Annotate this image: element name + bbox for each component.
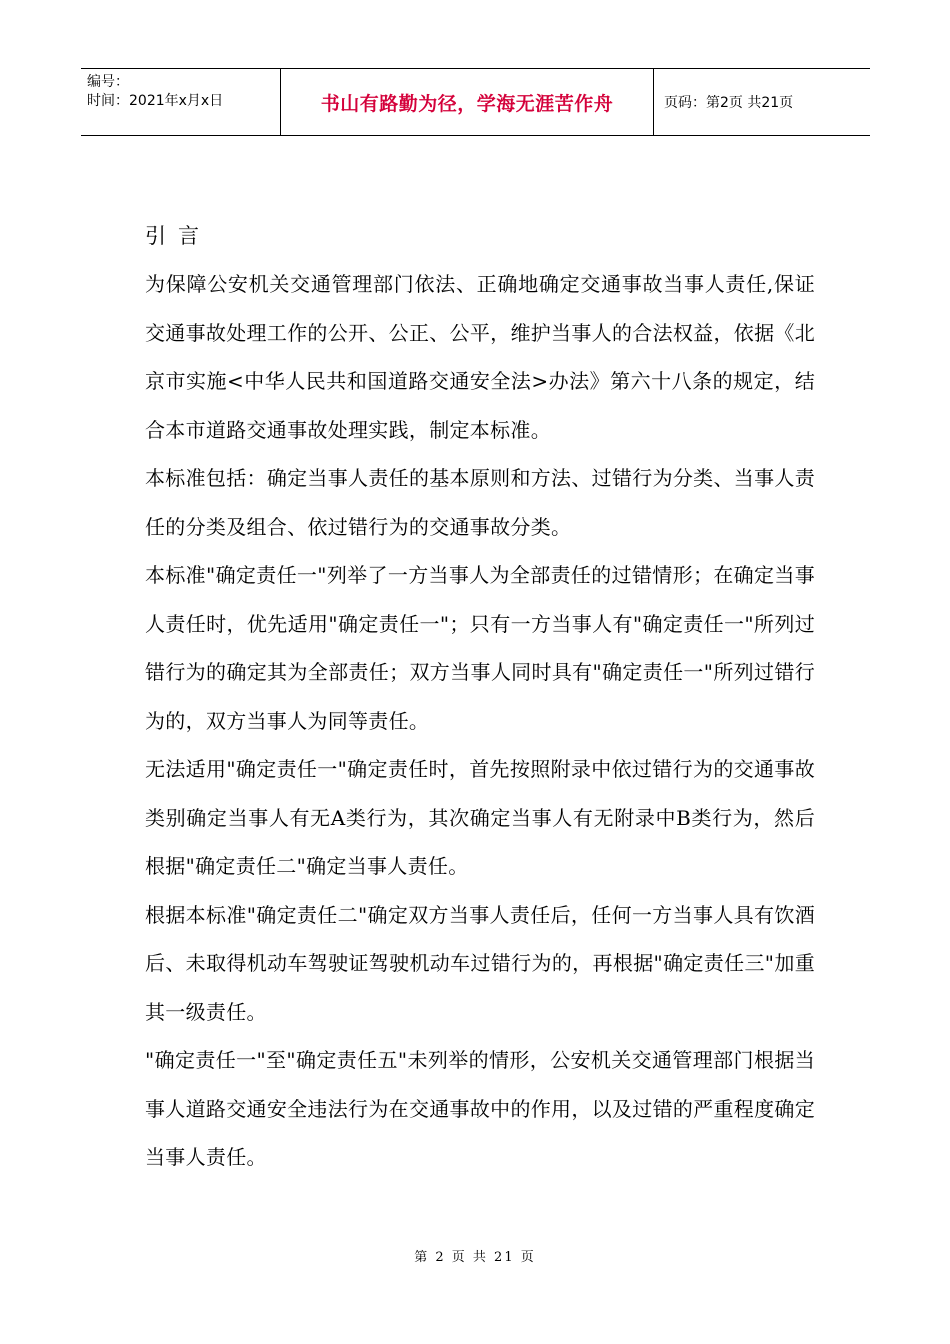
document-date: 时间：2021年x月x日 <box>87 93 224 109</box>
document-body <box>145 212 815 1182</box>
paragraph-responsibility-two: 无法适用"确定责任一"确定责任时，首先按照附录中依过错行为的交通事故类别确定当事人有无A类行为，其次确定当事人有无附录中B类行为，然后根据"确定责任二"确定当事人责任。 <box>145 757 815 878</box>
header-motto: 书山有路勤为径，学海无涯苦作舟 <box>281 69 654 135</box>
page-footer: 第 2 页 共 21 页 <box>414 1250 536 1265</box>
page-header <box>81 68 870 136</box>
header-meta <box>81 69 281 135</box>
paragraph-purpose: 为保障公安机关交通管理部门依法、正确地确定交通事故当事人责任,保证交通事故处理工作的公开、公正、公平，维护当事人的合法权益，依据《北京市实施<中华人民共和国道路交通安全法>办法》第六十八条的规定，结合本市道路交通事故处理实践，制定本标准。 <box>145 272 815 442</box>
document-number-label: 编号： <box>87 74 129 90</box>
paragraph-unlisted-cases: "确定责任一"至"确定责任五"未列举的情形，公安机关交通管理部门根据当事人道路交通安全违法行为在交通事故中的作用，以及过错的严重程度确定当事人责任。 <box>145 1048 815 1169</box>
paragraph-responsibility-three: 根据本标准"确定责任二"确定双方当事人责任后，任何一方当事人具有饮酒后、未取得机动车驾驶证驾驶机动车过错行为的，再根据"确定责任三"加重其一级责任。 <box>145 902 815 1024</box>
header-page-info: 页码：第2页 共21页 <box>664 95 794 111</box>
paragraph-responsibility-one: 本标准"确定责任一"列举了一方当事人为全部责任的过错情形；在确定当事人责任时，优先适用"确定责任一"；只有一方当事人有"确定责任一"所列过错行为的确定其为全部责任；双方当事人同时具有"确定责任一"所列过错行为的，双方当事人为同等责任。 <box>145 563 815 733</box>
paragraph-scope: 本标准包括：确定当事人责任的基本原则和方法、过错行为分类、当事人责任的分类及组合、依过错行为的交通事故分类。 <box>145 466 815 539</box>
section-heading: 引言 <box>145 224 211 248</box>
